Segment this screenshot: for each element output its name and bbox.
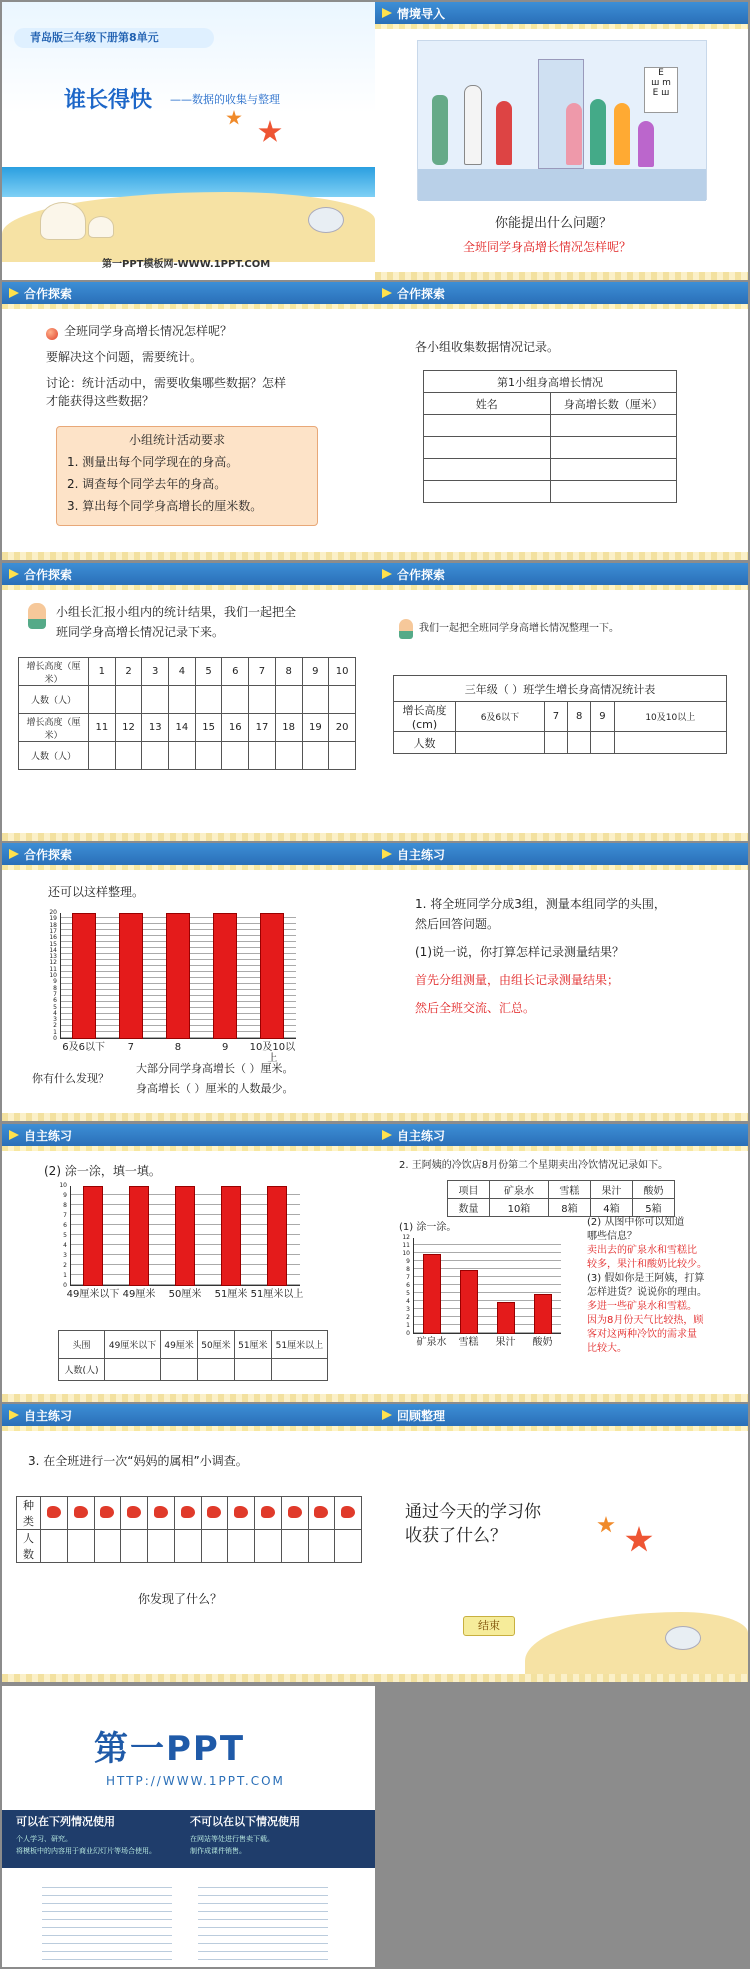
slide-header: 自主练习 bbox=[2, 1404, 375, 1426]
slide-title[interactable] bbox=[2, 2, 375, 280]
teacher-icon bbox=[399, 619, 413, 639]
slide-header: 合作探索 bbox=[2, 282, 375, 304]
y-tick-label: 0 bbox=[53, 1035, 57, 1042]
x-tick-label: 51厘米 bbox=[214, 1289, 248, 1300]
x-tick-label: 雪糕 bbox=[458, 1337, 479, 1348]
line-4: 首先分组测量，由组长记录测量结果； bbox=[415, 973, 620, 987]
zodiac-icon bbox=[174, 1497, 201, 1530]
y-tick-label: 1 bbox=[53, 1028, 57, 1036]
can-item: 个人学习、研究。 bbox=[16, 1835, 72, 1843]
y-tick-label: 20 bbox=[49, 909, 57, 916]
slide-practice-4[interactable] bbox=[2, 1404, 375, 1682]
x-tick-label: 50厘米 bbox=[168, 1289, 202, 1300]
arrow-icon bbox=[9, 569, 19, 579]
line-1: 还可以这样整理。 bbox=[48, 885, 145, 899]
pearl-shell-icon bbox=[665, 1626, 701, 1650]
answer-3: 因为8月份天气比较热，顾 bbox=[587, 1315, 704, 1326]
q2-line-1: (2) 从图中你可以知道 bbox=[587, 1217, 685, 1228]
line-1: 全班同学身高增长情况怎样呢？ bbox=[64, 324, 233, 338]
y-tick-label: 9 bbox=[63, 1192, 67, 1199]
y-tick-label: 7 bbox=[63, 1212, 67, 1219]
count-cell[interactable] bbox=[255, 1530, 282, 1563]
y-tick-label: 8 bbox=[406, 1266, 410, 1273]
y-tick-label: 8 bbox=[53, 984, 57, 992]
arrow-icon bbox=[9, 1410, 19, 1420]
y-tick-label: 6 bbox=[63, 1222, 67, 1229]
arrow-icon bbox=[382, 849, 392, 859]
zodiac-icon bbox=[94, 1497, 121, 1530]
col-header: 身高增长数（厘米） bbox=[550, 393, 677, 415]
requirements-box bbox=[56, 426, 318, 526]
req-item: 1. 测量出每个同学现在的身高。 bbox=[67, 455, 239, 469]
y-tick-label: 2 bbox=[406, 1314, 410, 1321]
y-tick-label: 4 bbox=[63, 1242, 67, 1249]
count-cell[interactable] bbox=[335, 1530, 362, 1563]
small-starfish-icon bbox=[597, 1516, 615, 1534]
y-tick-label: 8 bbox=[63, 1202, 67, 1209]
line-1: 3. 在全班进行一次“妈妈的属相”小调查。 bbox=[28, 1454, 248, 1468]
line-1: 1. 将全班同学分成3组，测量本组同学的头围， bbox=[415, 897, 666, 911]
req-item: 2. 调查每个同学去年的身高。 bbox=[67, 477, 227, 491]
slide-review[interactable] bbox=[375, 1404, 748, 1682]
chart-bar bbox=[460, 1270, 478, 1334]
y-tick-label: 5 bbox=[63, 1232, 67, 1239]
y-tick-label: 10 bbox=[402, 1250, 410, 1257]
footer-band bbox=[2, 552, 375, 560]
y-tick-label: 12 bbox=[49, 959, 57, 967]
zodiac-table: 种类 人数 bbox=[16, 1496, 362, 1563]
line-2: 班同学身高增长情况记录下来。 bbox=[56, 625, 225, 639]
line-5: 然后全班交流、汇总。 bbox=[415, 1001, 536, 1015]
line-3: 讨论：统计活动中，需要收集哪些数据？怎样 bbox=[46, 376, 287, 390]
slide-brand[interactable] bbox=[2, 1686, 375, 1967]
y-tick-label: 11 bbox=[402, 1242, 410, 1249]
x-tick-label: 酸奶 bbox=[532, 1337, 553, 1348]
answer-2: 身高增长（ ）厘米的人数最少。 bbox=[136, 1082, 294, 1095]
y-tick-label: 3 bbox=[406, 1306, 410, 1313]
link-list-left bbox=[42, 1880, 172, 1960]
req-item: 3. 算出每个同学身高增长的厘米数。 bbox=[67, 499, 263, 513]
link-list-right bbox=[198, 1880, 328, 1960]
question: 你有什么发现？ bbox=[32, 1072, 109, 1085]
sand-band bbox=[525, 1612, 748, 1682]
count-cell[interactable] bbox=[281, 1530, 308, 1563]
footer-band bbox=[375, 1394, 748, 1402]
x-tick-label: 9 bbox=[222, 1042, 229, 1053]
zodiac-icon bbox=[201, 1497, 228, 1530]
y-tick-label: 4 bbox=[53, 1009, 57, 1017]
y-tick-label: 14 bbox=[49, 946, 57, 954]
arrow-icon bbox=[382, 1410, 392, 1420]
q2-line-2: 哪些信息？ bbox=[587, 1231, 637, 1242]
chart-bar bbox=[175, 1186, 195, 1286]
x-tick-label: 10及10以上 bbox=[249, 1042, 296, 1064]
line-1: 2. 王阿姨的冷饮店8月份第二个星期卖出冷饮情况记录如下。 bbox=[399, 1160, 669, 1171]
can-title: 可以在下列情况使用 bbox=[16, 1815, 115, 1828]
footer-band bbox=[2, 833, 375, 841]
answer-3: 多进一些矿泉水和雪糕。 bbox=[587, 1301, 697, 1312]
chart-bar bbox=[129, 1186, 149, 1286]
slide-header: 自主练习 bbox=[2, 1124, 375, 1146]
zodiac-icon bbox=[335, 1497, 362, 1530]
y-tick-label: 5 bbox=[53, 1003, 57, 1011]
y-tick-label: 7 bbox=[53, 990, 57, 998]
footer-band bbox=[375, 552, 748, 560]
brand-logo: 第一PPT bbox=[94, 1729, 246, 1769]
y-tick-label: 2 bbox=[53, 1022, 57, 1030]
slide-practice-1[interactable] bbox=[375, 843, 748, 1121]
col-header: 姓名 bbox=[424, 393, 551, 415]
y-tick-label: 10 bbox=[49, 972, 57, 979]
slide-explore-5[interactable] bbox=[2, 843, 375, 1121]
line-2: 要解决这个问题，需要统计。 bbox=[46, 350, 203, 364]
arrow-icon bbox=[382, 8, 392, 18]
count-cell[interactable] bbox=[41, 1530, 68, 1563]
y-tick-label: 2 bbox=[63, 1262, 67, 1269]
question-text: 你能提出什么问题？ bbox=[495, 216, 613, 231]
slide-header: 合作探索 bbox=[2, 563, 375, 585]
zodiac-icon bbox=[228, 1497, 255, 1530]
group-table bbox=[423, 370, 677, 503]
zodiac-icon bbox=[148, 1497, 175, 1530]
growth-table: 增长高度（厘米） 1 2 3 4 5 6 7 8 9 10 人数（人） 增长高度（厘米） 11 12 13 14 15 16 17 18 19 20 人数（人） bbox=[18, 657, 356, 770]
slide-header: 合作探索 bbox=[2, 843, 375, 865]
class-table: 三年级（ ）班学生增长身高情况统计表 增长高度(cm) 6及6以下 7 8 9 10及10以上 人数 bbox=[393, 675, 727, 754]
cant-item: 制作成课件销售。 bbox=[190, 1847, 246, 1855]
slide-header: 情境导入 bbox=[375, 2, 748, 24]
table-title: 第1小组身高增长情况 bbox=[424, 371, 677, 393]
x-tick-label: 49厘米 bbox=[122, 1289, 156, 1300]
y-tick-label: 6 bbox=[53, 997, 57, 1005]
page-title: 谁长得快 bbox=[64, 88, 153, 113]
slide-header: 合作探索 bbox=[375, 563, 748, 585]
x-tick-label: 8 bbox=[174, 1042, 182, 1053]
box-title: 小组统计活动要求 bbox=[129, 433, 226, 447]
q3: (3) 假如你是王阿姨，打算 bbox=[587, 1273, 705, 1284]
footer-band bbox=[2, 1113, 375, 1121]
y-tick-label: 9 bbox=[406, 1258, 410, 1265]
answer-text: 全班同学身高增长情况怎样呢？ bbox=[463, 240, 632, 254]
y-tick-label: 15 bbox=[49, 940, 57, 948]
count-cell[interactable] bbox=[308, 1530, 335, 1563]
y-tick-label: 6 bbox=[406, 1282, 410, 1289]
arrow-icon bbox=[382, 288, 392, 298]
slide-explore-1[interactable] bbox=[2, 282, 375, 560]
chart-bar bbox=[260, 913, 284, 1039]
x-tick-label: 果汁 bbox=[495, 1337, 516, 1348]
y-tick-label: 4 bbox=[406, 1298, 410, 1305]
y-tick-label: 5 bbox=[406, 1290, 410, 1297]
footer-band bbox=[375, 1674, 748, 1682]
shell-icon bbox=[40, 202, 86, 240]
series-label: 青岛版三年级下册第8单元 bbox=[30, 31, 159, 44]
chart-bar bbox=[213, 913, 237, 1039]
count-cell[interactable] bbox=[228, 1530, 255, 1563]
chart-bar bbox=[423, 1254, 441, 1334]
chart-bar bbox=[267, 1186, 287, 1286]
zodiac-icon bbox=[308, 1497, 335, 1530]
count-cell[interactable] bbox=[201, 1530, 228, 1563]
y-tick-label: 3 bbox=[53, 1016, 57, 1024]
y-tick-label: 9 bbox=[53, 978, 57, 986]
answer-3: 客对这两种冷饮的需求量 bbox=[587, 1329, 697, 1340]
slide-explore-4[interactable] bbox=[375, 563, 748, 841]
zodiac-icon bbox=[121, 1497, 148, 1530]
line-3: (1)说一说，你打算怎样记录测量结果？ bbox=[415, 945, 624, 959]
head-table: 头围 49厘米以下 49厘米 50厘米 51厘米 51厘米以上 人数(人) bbox=[58, 1330, 328, 1381]
y-tick-label: 3 bbox=[63, 1252, 67, 1259]
answer-3: 比较大。 bbox=[587, 1343, 627, 1354]
task-1: (1) 涂一涂。 bbox=[399, 1222, 457, 1233]
answer-2: 卖出去的矿泉水和雪糕比 bbox=[587, 1245, 697, 1256]
line-1: (2) 涂一涂，填一填。 bbox=[44, 1164, 161, 1178]
slide-intro[interactable] bbox=[375, 2, 748, 280]
shell-icon bbox=[88, 216, 114, 238]
end-button[interactable]: 结束 bbox=[463, 1616, 515, 1636]
arrow-icon bbox=[9, 849, 19, 859]
drink-table: 项目 矿泉水 雪糕 果汁 酸奶 数量 10箱 8箱 4箱 5箱 bbox=[447, 1180, 675, 1217]
question: 你发现了什么？ bbox=[138, 1592, 223, 1606]
x-tick-label: 49厘米以下 bbox=[66, 1289, 120, 1300]
y-tick-label: 10 bbox=[59, 1182, 67, 1189]
x-tick-label: 7 bbox=[127, 1042, 134, 1053]
y-tick-label: 13 bbox=[49, 953, 57, 961]
chart-bar bbox=[497, 1302, 515, 1334]
footer-band bbox=[2, 1674, 375, 1682]
cant-item: 在网站等处进行售卖下载。 bbox=[190, 1835, 274, 1843]
count-cell[interactable] bbox=[121, 1530, 148, 1563]
y-tick-label: 12 bbox=[402, 1234, 410, 1241]
site-footer: 第一PPT模板网-WWW.1PPT.COM bbox=[102, 259, 271, 270]
arrow-icon bbox=[9, 288, 19, 298]
starfish-icon bbox=[625, 1526, 653, 1554]
chart-bar bbox=[221, 1186, 241, 1286]
slide-header: 合作探索 bbox=[375, 282, 748, 304]
x-tick-label: 51厘米以上 bbox=[250, 1289, 304, 1300]
answer-1: 大部分同学身高增长（ ）厘米。 bbox=[136, 1062, 294, 1075]
y-tick-label: 1 bbox=[63, 1272, 67, 1279]
line-1: 各小组收集数据情况记录。 bbox=[415, 340, 560, 354]
answer-2: 较多，果汁和酸奶比较少。 bbox=[587, 1259, 707, 1270]
y-tick-label: 17 bbox=[49, 927, 57, 935]
y-tick-label: 7 bbox=[406, 1274, 410, 1281]
table-title: 三年级（ ）班学生增长身高情况统计表 bbox=[394, 676, 727, 702]
x-tick-label: 6及6以下 bbox=[62, 1042, 105, 1053]
slide-practice-2[interactable] bbox=[2, 1124, 375, 1402]
footer-band bbox=[375, 1113, 748, 1121]
chart-bar bbox=[83, 1186, 103, 1286]
review-line-1: 通过今天的学习你 bbox=[405, 1502, 541, 1522]
count-cell[interactable] bbox=[174, 1530, 201, 1563]
zodiac-icon bbox=[41, 1497, 68, 1530]
pearl-shell-icon bbox=[308, 207, 344, 233]
y-tick-label: 1 bbox=[406, 1322, 410, 1329]
slide-header: 自主练习 bbox=[375, 1124, 748, 1146]
count-cell[interactable] bbox=[94, 1530, 121, 1563]
chart-bar bbox=[166, 913, 190, 1039]
footer-band bbox=[375, 833, 748, 841]
chart-bar bbox=[534, 1294, 552, 1334]
y-tick-label: 18 bbox=[49, 921, 57, 929]
count-cell[interactable] bbox=[67, 1530, 94, 1563]
y-tick-label: 0 bbox=[406, 1330, 410, 1337]
slide-header: 回顾整理 bbox=[375, 1404, 748, 1426]
bullet-icon bbox=[46, 328, 58, 340]
slide-explore-2[interactable] bbox=[375, 282, 748, 560]
slide-explore-3[interactable] bbox=[2, 563, 375, 841]
q3: 怎样进货？说说你的理由。 bbox=[587, 1287, 707, 1298]
clinic-illustration: E ш m E ш bbox=[417, 40, 707, 200]
teacher-icon bbox=[28, 603, 46, 629]
cant-title: 不可以在以下情况使用 bbox=[190, 1815, 300, 1828]
line-4: 才能获得这些数据？ bbox=[46, 394, 155, 408]
chart-bar bbox=[119, 913, 143, 1039]
chart-bar bbox=[72, 913, 96, 1039]
line-2: 然后回答问题。 bbox=[415, 917, 500, 931]
page-subtitle: ——数据的收集与整理 bbox=[170, 93, 280, 106]
arrow-icon bbox=[9, 1130, 19, 1140]
brand-url: HTTP://WWW.1PPT.COM bbox=[106, 1774, 285, 1788]
usage-band bbox=[2, 1810, 375, 1868]
review-line-2: 收获了什么？ bbox=[405, 1526, 507, 1546]
can-item: 将模板中的内容用于商业幻灯片等场合使用。 bbox=[16, 1847, 156, 1855]
count-cell[interactable] bbox=[148, 1530, 175, 1563]
arrow-icon bbox=[382, 1130, 392, 1140]
arrow-icon bbox=[382, 569, 392, 579]
y-tick-label: 11 bbox=[49, 965, 57, 973]
footer-band bbox=[375, 272, 748, 280]
y-tick-label: 19 bbox=[49, 915, 57, 923]
footer-band bbox=[2, 1394, 375, 1402]
slide-header: 自主练习 bbox=[375, 843, 748, 865]
line-1: 小组长汇报小组内的统计结果，我们一起把全 bbox=[56, 605, 297, 619]
zodiac-icon bbox=[281, 1497, 308, 1530]
y-tick-label: 0 bbox=[63, 1282, 67, 1289]
line-1: 我们一起把全班同学身高增长情况整理一下。 bbox=[419, 623, 619, 634]
zodiac-icon bbox=[255, 1497, 282, 1530]
y-tick-label: 16 bbox=[49, 934, 57, 942]
slide-practice-3[interactable] bbox=[375, 1124, 748, 1402]
zodiac-icon bbox=[67, 1497, 94, 1530]
x-tick-label: 矿泉水 bbox=[416, 1337, 447, 1348]
